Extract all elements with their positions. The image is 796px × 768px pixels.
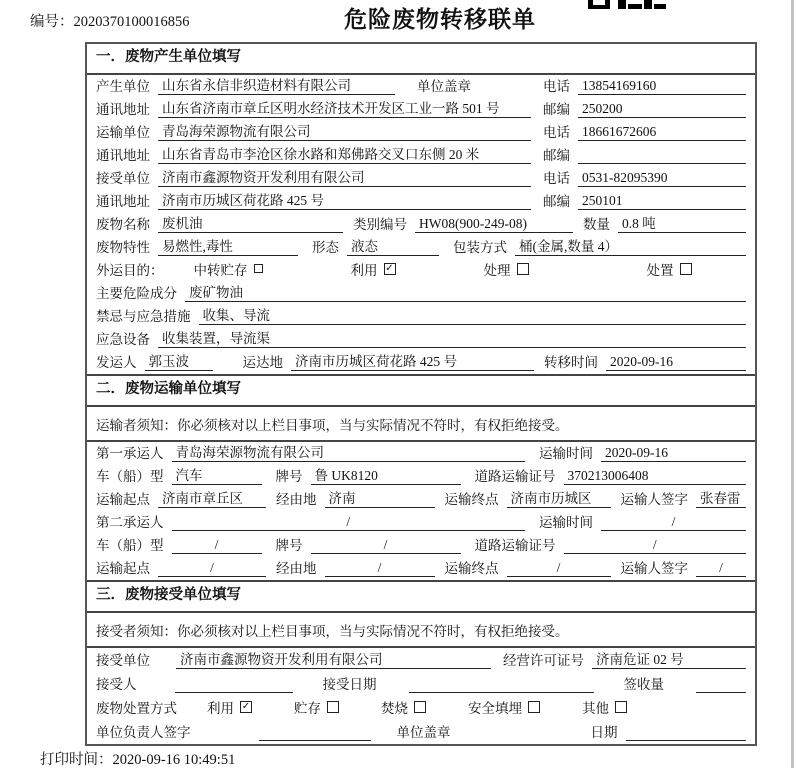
transporter-notice: 运输者须知：你必须核对以上栏目事项，当与实际情况不符时，有权拒绝接受。 bbox=[87, 407, 755, 442]
disposal-other-checkbox[interactable] bbox=[615, 701, 627, 713]
transporter-unit-row bbox=[87, 121, 755, 144]
purpose-transit-storage-checkbox[interactable] bbox=[254, 264, 263, 273]
transfer-date-value: 2020-09-16 bbox=[606, 354, 746, 371]
plate-number-label: 牌号 bbox=[275, 469, 303, 484]
receiver-address-label: 通讯地址 bbox=[96, 194, 150, 209]
waste-name-row bbox=[87, 213, 755, 236]
emergency-measures-row bbox=[87, 305, 755, 328]
disposal-incinerate-checkbox[interactable] bbox=[414, 701, 426, 713]
transport-date-value: 2020-09-16 bbox=[601, 445, 746, 462]
responsible-signature-value bbox=[259, 724, 371, 741]
purpose-utilize-checkbox[interactable]: ✓ bbox=[385, 263, 394, 274]
destination-value: 济南市历城区荷花路 425 号 bbox=[291, 350, 534, 371]
emergency-measures-label: 禁忌与应急措施 bbox=[96, 309, 191, 324]
disposal-method-label: 废物处置方式 bbox=[96, 701, 177, 716]
receiver-phone-label: 电话 bbox=[543, 171, 570, 186]
carrier-signature-label: 运输人签字 bbox=[620, 492, 688, 507]
plate-number-2-value: / bbox=[311, 537, 461, 554]
waste-property-row bbox=[87, 236, 755, 259]
transporter-address-row bbox=[87, 144, 755, 167]
disposal-utilize-label: 利用 bbox=[207, 701, 234, 716]
vehicle-type-label: 车（船）型 bbox=[96, 469, 164, 484]
serial-number-value: 2020370100016856 bbox=[73, 14, 190, 30]
disposal-other-label: 其他 bbox=[582, 701, 609, 716]
carrier-signature-2-value: / bbox=[696, 560, 746, 577]
consignor-label: 发运人 bbox=[96, 355, 137, 370]
road-permit-label: 道路运输证号 bbox=[474, 469, 556, 484]
emergency-measures-value: 收集、导流 bbox=[199, 304, 747, 325]
section-2-header: 二．废物运输单位填写 bbox=[87, 374, 755, 407]
accepting-unit-label: 接受单位 bbox=[96, 653, 150, 668]
first-carrier-row bbox=[87, 442, 755, 465]
route-end-2-label: 运输终点 bbox=[444, 561, 499, 576]
license-number-label: 经营许可证号 bbox=[503, 653, 584, 668]
disposal-landfill-checkbox[interactable] bbox=[528, 701, 540, 713]
first-carrier-value: 青岛海荣源物流有限公司 bbox=[172, 441, 526, 462]
responsible-signature-row bbox=[87, 720, 755, 744]
section-1-header: 一．废物产生单位填写 bbox=[87, 44, 755, 75]
transport-route-2-row bbox=[87, 557, 755, 580]
vehicle-type-row bbox=[87, 465, 755, 488]
seal-date-value bbox=[626, 724, 747, 741]
hazard-components-value: 废矿物油 bbox=[185, 281, 746, 302]
transport-date-label: 运输时间 bbox=[539, 446, 593, 461]
page-title: 危险废物转移联单 bbox=[344, 7, 536, 32]
disposal-incinerate-label: 焚烧 bbox=[381, 701, 408, 716]
emergency-equipment-row bbox=[87, 328, 755, 351]
license-number-value: 济南危证 02 号 bbox=[592, 648, 746, 669]
vehicle-type-value: 汽车 bbox=[172, 464, 262, 485]
route-origin-value: 济南市章丘区 bbox=[158, 487, 266, 508]
carrier-signature-2-label: 运输人签字 bbox=[620, 561, 688, 576]
waste-property-value: 易燃性,毒性 bbox=[158, 235, 298, 256]
accept-date-value bbox=[409, 676, 594, 693]
transport-date-2-label: 运输时间 bbox=[539, 515, 593, 530]
acceptor-label: 接受人 bbox=[96, 677, 137, 692]
route-end-2-value: / bbox=[507, 560, 611, 577]
route-via-2-value: / bbox=[325, 560, 435, 577]
packaging-value: 桶(金属,数量 4） bbox=[515, 235, 746, 256]
packaging-label: 包装方式 bbox=[453, 240, 507, 255]
producer-address-label: 通讯地址 bbox=[96, 102, 150, 117]
form-state-value: 液态 bbox=[347, 235, 439, 256]
transporter-address-label: 通讯地址 bbox=[96, 148, 150, 163]
vehicle-type-2-label: 车（船）型 bbox=[96, 538, 164, 553]
received-amount-label: 签收量 bbox=[623, 677, 664, 692]
road-permit-value: 370213006408 bbox=[564, 468, 747, 485]
receiver-notice: 接受者须知：你必须核对以上栏目事项，当与实际情况不符时，有权拒绝接受。 bbox=[87, 613, 755, 648]
manifest-form bbox=[85, 42, 757, 746]
waste-name-label: 废物名称 bbox=[96, 217, 150, 232]
transfer-purpose-row bbox=[87, 259, 755, 282]
transport-route-row bbox=[87, 488, 755, 511]
transporter-address-value: 山东省青岛市李沧区徐水路和郑佛路交叉口东侧 20 米 bbox=[158, 143, 531, 164]
producer-phone-label: 电话 bbox=[543, 79, 570, 94]
second-carrier-label: 第二承运人 bbox=[96, 515, 164, 530]
unit-seal-label: 单位盖章 bbox=[417, 79, 471, 94]
receiver-address-row bbox=[87, 190, 755, 213]
waste-property-label: 废物特性 bbox=[96, 240, 150, 255]
route-via-2-label: 经由地 bbox=[276, 561, 317, 576]
transporter-zip-label: 邮编 bbox=[543, 148, 570, 163]
purpose-dispose-checkbox[interactable] bbox=[680, 263, 692, 275]
quantity-label: 数量 bbox=[583, 217, 610, 232]
serial-number-label: 编号： bbox=[30, 14, 74, 30]
receiver-unit-label: 接受单位 bbox=[96, 171, 150, 186]
hazard-components-row bbox=[87, 282, 755, 305]
producer-address-row bbox=[87, 98, 755, 121]
form-state-label: 形态 bbox=[312, 240, 339, 255]
disposal-utilize-checkbox[interactable]: ✓ bbox=[241, 701, 251, 712]
plate-number-2-label: 牌号 bbox=[275, 538, 303, 553]
transporter-zip-value bbox=[578, 147, 746, 164]
disposal-store-label: 贮存 bbox=[294, 701, 321, 716]
plate-number-value: 鲁 UK8120 bbox=[311, 464, 461, 485]
route-end-label: 运输终点 bbox=[444, 492, 499, 507]
route-end-value: 济南市历城区 bbox=[507, 487, 611, 508]
category-code-value: HW08(900-249-08) bbox=[415, 216, 573, 233]
accepting-unit-row bbox=[87, 648, 755, 672]
receiver-phone-value: 0531-82095390 bbox=[578, 170, 746, 187]
vehicle-type-2-value: / bbox=[172, 537, 262, 554]
transport-date-2-value: / bbox=[601, 514, 746, 531]
print-time bbox=[40, 748, 235, 768]
second-carrier-row bbox=[87, 511, 755, 534]
purpose-transit-storage-label: 中转贮存 bbox=[193, 263, 248, 278]
disposal-landfill-label: 安全填埋 bbox=[468, 701, 522, 716]
route-via-label: 经由地 bbox=[276, 492, 317, 507]
waste-name-value: 废机油 bbox=[158, 212, 343, 233]
disposal-method-row bbox=[87, 696, 755, 720]
acceptor-value bbox=[175, 676, 293, 693]
producer-zip-value: 250200 bbox=[578, 101, 746, 118]
consignor-row bbox=[87, 351, 755, 374]
accept-date-label: 接受日期 bbox=[322, 677, 377, 692]
quantity-value: 0.8 吨 bbox=[618, 212, 746, 233]
destination-label: 运达地 bbox=[242, 355, 283, 370]
section-3-header: 三．废物接受单位填写 bbox=[87, 580, 755, 613]
carrier-signature-value: 张春雷 bbox=[696, 487, 746, 508]
vehicle-type-2-row bbox=[87, 534, 755, 557]
disposal-store-checkbox[interactable] bbox=[327, 701, 339, 713]
purpose-utilize-label: 利用 bbox=[350, 263, 378, 278]
producer-address-value: 山东省济南市章丘区明水经济技术开发区工业一路 501 号 bbox=[158, 97, 531, 118]
responsible-signature-label: 单位负责人签字 bbox=[96, 725, 191, 740]
qr-code-fragment-icon bbox=[588, 0, 668, 9]
transporter-unit-value: 青岛海荣源物流有限公司 bbox=[158, 120, 531, 141]
route-origin-2-value: / bbox=[158, 560, 266, 577]
print-time-value: 2020-09-16 10:49:51 bbox=[112, 752, 236, 768]
seal-date-label: 日期 bbox=[590, 725, 618, 740]
purpose-treat-checkbox[interactable] bbox=[517, 263, 529, 275]
acceptor-row bbox=[87, 672, 755, 696]
unit-seal-2-label: 单位盖章 bbox=[396, 725, 451, 740]
category-code-label: 类别编号 bbox=[353, 217, 407, 232]
receiver-zip-label: 邮编 bbox=[543, 194, 570, 209]
producer-phone-value: 13854169160 bbox=[578, 78, 746, 95]
transporter-unit-label: 运输单位 bbox=[96, 125, 150, 140]
first-carrier-label: 第一承运人 bbox=[96, 446, 164, 461]
second-carrier-value: / bbox=[172, 514, 526, 531]
accepting-unit-value: 济南市鑫源物资开发利用有限公司 bbox=[176, 648, 491, 669]
receiver-unit-row bbox=[87, 167, 755, 190]
transporter-phone-label: 电话 bbox=[543, 125, 570, 140]
route-origin-2-label: 运输起点 bbox=[96, 561, 150, 576]
producer-unit-value: 山东省永信非织造材料有限公司 bbox=[158, 74, 395, 95]
consignor-value: 郭玉波 bbox=[145, 350, 213, 371]
receiver-zip-value: 250101 bbox=[578, 193, 746, 210]
road-permit-2-label: 道路运输证号 bbox=[474, 538, 556, 553]
receiver-address-value: 济南市历城区荷花路 425 号 bbox=[158, 189, 531, 210]
receiver-unit-value: 济南市鑫源物资开发利用有限公司 bbox=[158, 166, 531, 187]
scrollbar[interactable] bbox=[791, 0, 794, 768]
producer-unit-label: 产生单位 bbox=[96, 79, 150, 94]
hazard-components-label: 主要危险成分 bbox=[96, 286, 177, 301]
emergency-equipment-label: 应急设备 bbox=[96, 332, 150, 347]
transporter-phone-value: 18661672606 bbox=[578, 124, 746, 141]
road-permit-2-value: / bbox=[564, 537, 747, 554]
producer-unit-row bbox=[87, 75, 755, 98]
route-via-value: 济南 bbox=[325, 487, 435, 508]
emergency-equipment-value: 收集装置，导流渠 bbox=[158, 327, 746, 348]
route-origin-label: 运输起点 bbox=[96, 492, 150, 507]
received-amount-value bbox=[696, 676, 746, 693]
producer-zip-label: 邮编 bbox=[543, 102, 570, 117]
transfer-date-label: 转移时间 bbox=[544, 355, 598, 370]
purpose-treat-label: 处理 bbox=[483, 263, 511, 278]
purpose-dispose-label: 处置 bbox=[646, 263, 674, 278]
transfer-purpose-label: 外运目的： bbox=[96, 263, 164, 278]
print-time-label: 打印时间： bbox=[40, 752, 113, 768]
